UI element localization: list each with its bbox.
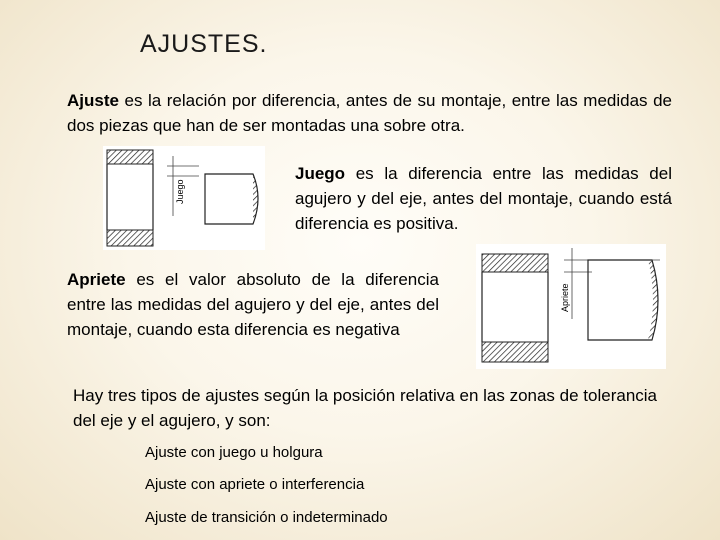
ajuste-definition [67,88,672,138]
tipos-intro: Hay tres tipos de ajustes según la posición relativa en las zonas de tolerancia del eje y el agujero, y son: [73,386,658,430]
ajuste-text: es la relación por diferencia, antes de su montaje, entre las medidas de dos piezas que han de ser montadas una sobre otra. [67,91,672,135]
juego-diagram [103,146,265,250]
apriete-term: Apriete [67,270,126,289]
apriete-diagram [476,244,666,369]
slide-title: AJUSTES. [140,30,268,58]
juego-definition [295,161,672,236]
juego-diagram-label: Juego [175,179,185,204]
tipo-juego-item: Ajuste con juego u holgura [145,444,323,461]
apriete-definition [67,267,439,342]
tipo-apriete-item: Ajuste con apriete o interferencia [145,476,365,493]
juego-term: Juego [295,164,346,183]
tipo-transicion-item: Ajuste de transición o indeterminado [145,509,388,526]
apriete-text: es el valor absoluto de la diferencia entre las medidas del agujero y del eje, antes del montaje, cuando esta diferencia es negativa [67,270,439,339]
apriete-diagram-label: Apriete [560,283,570,312]
juego-text: es la diferencia entre las medidas del agujero y del eje, antes del montaje, cuando está diferencia es positiva. [295,164,672,233]
ajuste-term: Ajuste [67,91,119,110]
